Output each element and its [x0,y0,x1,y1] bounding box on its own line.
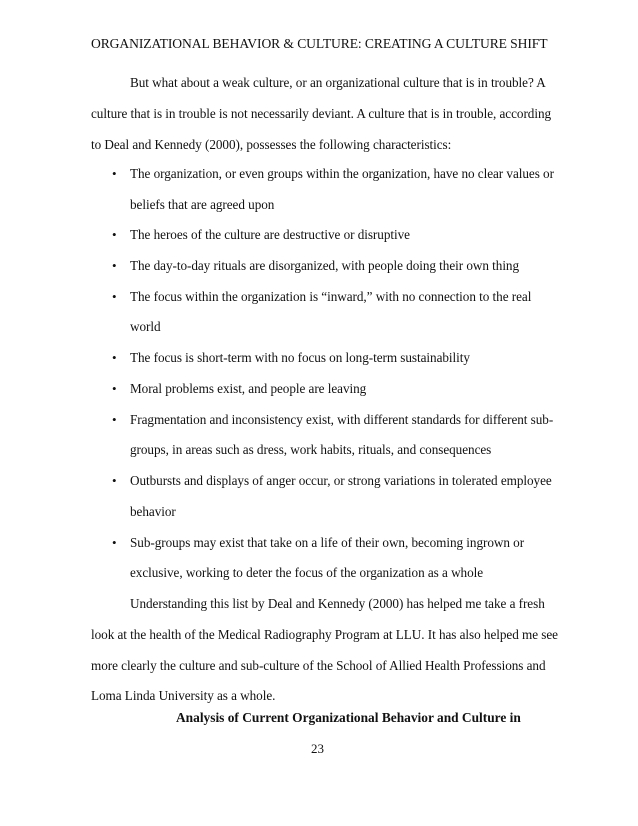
bullet-item-line: exclusive, working to deter the focus of the organization as a whole [130,565,484,580]
paragraph-line: to Deal and Kennedy (2000), possesses the following characteristics: [91,137,452,152]
bullet-icon: • [112,258,117,273]
bullet-icon: • [112,350,117,365]
bullet-item-line: Outbursts and displays of anger occur, or strong variations in tolerated employee [130,473,552,488]
paragraph-line: look at the health of the Medical Radiography Program at LLU. It has also helped me see [91,627,558,642]
bullet-item-line: The focus within the organization is “inward,” with no connection to the real [130,289,532,304]
bullet-item-line: groups, in areas such as dress, work habits, rituals, and consequences [130,442,492,457]
paragraph-line: But what about a weak culture, or an organizational culture that is in trouble? A [130,75,546,90]
bullet-item-line: beliefs that are agreed upon [130,197,275,212]
bullet-icon: • [112,381,117,396]
bullet-item-line: world [130,319,161,334]
paragraph-line: Loma Linda University as a whole. [91,688,276,703]
bullet-item-line: The organization, or even groups within the organization, have no clear values or [130,166,554,181]
bullet-item-line: The day-to-day rituals are disorganized, with people doing their own thing [130,258,520,273]
bullet-icon: • [112,166,117,181]
paragraph-line: Understanding this list by Deal and Kennedy (2000) has helped me take a fresh [130,596,545,611]
page-number: 23 [311,741,324,756]
running-header: ORGANIZATIONAL BEHAVIOR & CULTURE: CREATING A CULTURE SHIFT [91,36,548,51]
bullet-item-line: The focus is short-term with no focus on long-term sustainability [130,350,470,365]
bullet-item-line: behavior [130,504,176,519]
bullet-item-line: Sub-groups may exist that take on a life of their own, becoming ingrown or [130,535,525,550]
bullet-icon: • [112,227,117,242]
bullet-item-line: Moral problems exist, and people are leaving [130,381,367,396]
paragraph-line: more clearly the culture and sub-culture of the School of Allied Health Professions and [91,658,546,673]
bullet-icon: • [112,473,117,488]
bullet-item-line: The heroes of the culture are destructive or disruptive [130,227,410,242]
bullet-icon: • [112,289,117,304]
bullet-item-line: Fragmentation and inconsistency exist, with different standards for different sub- [130,412,554,427]
bullet-icon: • [112,412,117,427]
bullet-icon: • [112,535,117,550]
paragraph-line: culture that is in trouble is not necessarily deviant. A culture that is in trouble, according [91,106,552,121]
section-heading: Analysis of Current Organizational Behavior and Culture in [176,710,521,725]
